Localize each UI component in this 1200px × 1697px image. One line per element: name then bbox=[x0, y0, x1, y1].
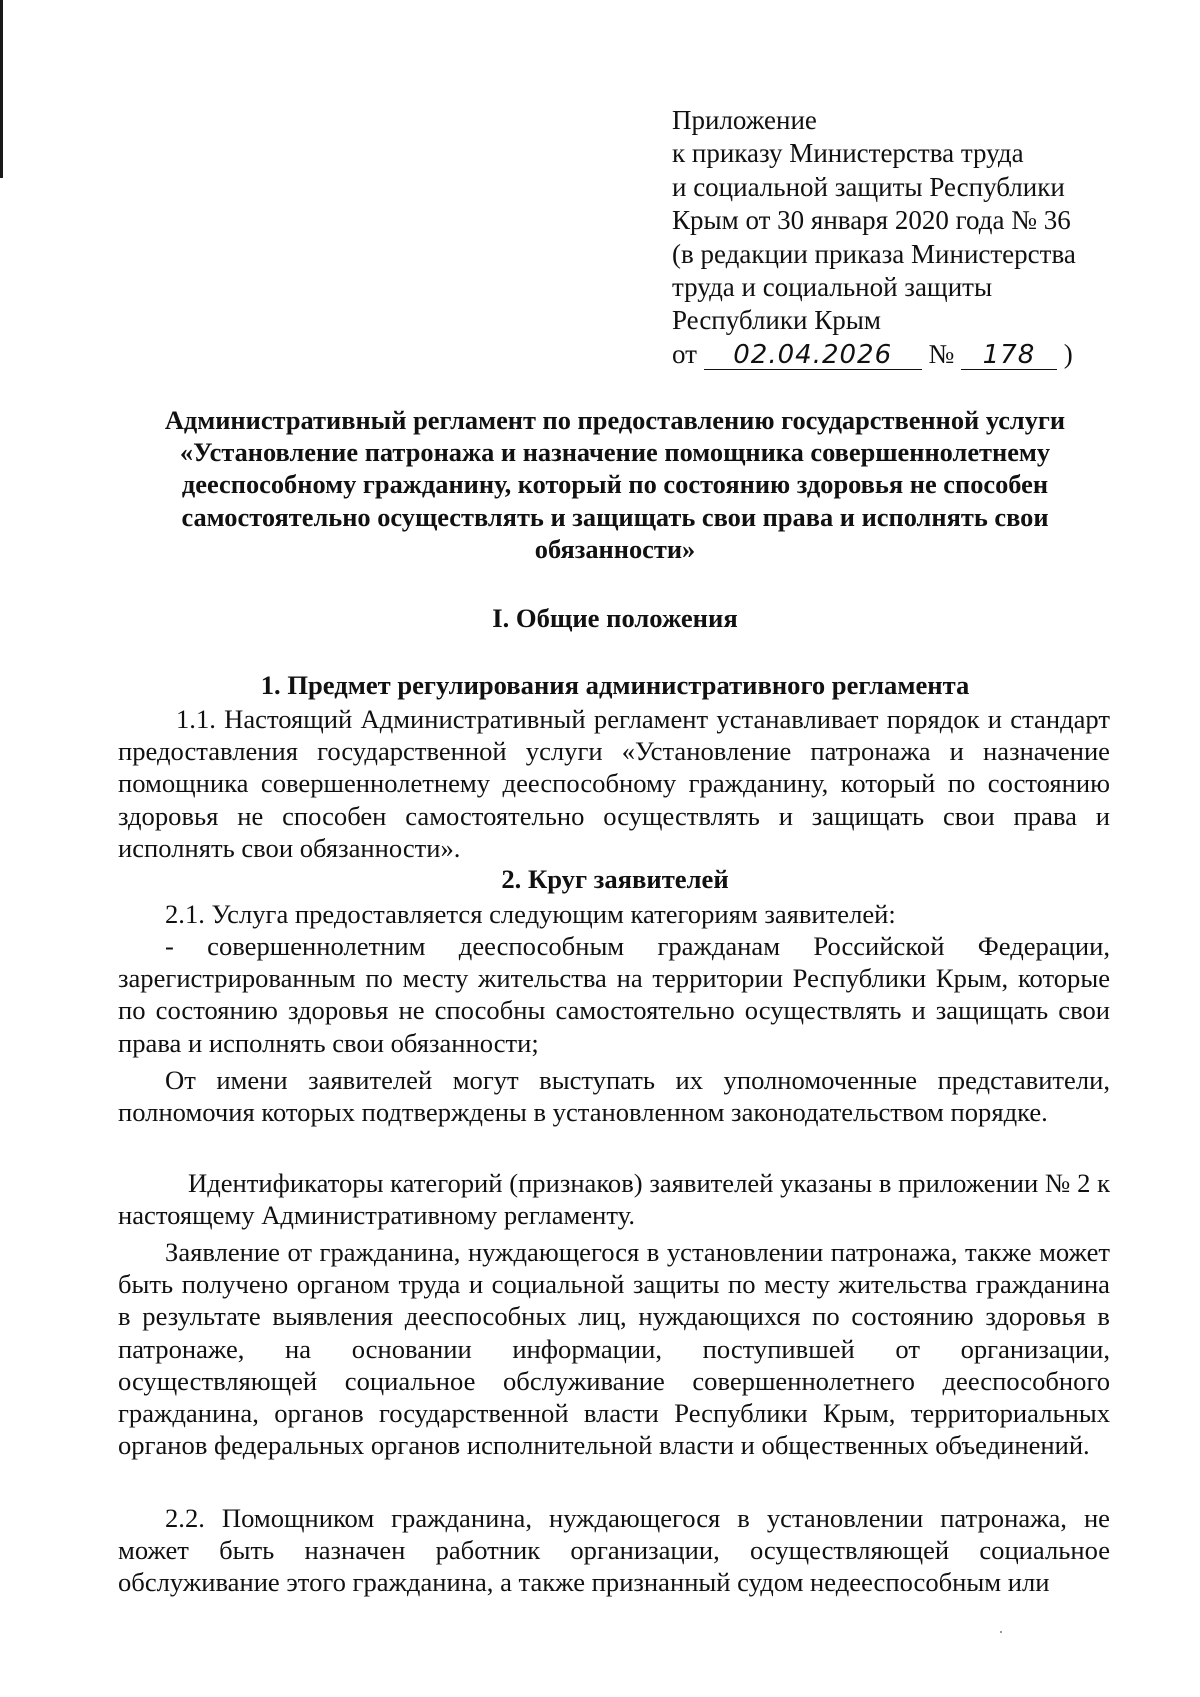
paragraph-representatives: От имени заявителей могут выступать их уполномоченные представители, полномочия которых подтверждены в установленном законодательством порядке. bbox=[118, 1065, 1110, 1128]
paragraph-1-1: 1.1. Настоящий Административный регламент устанавливает порядок и стандарт предоставления государственной услуги «Установление патронажа и назначение помощника совершеннолетнему дееспособному гражданину, который по состоянию здоровья не способен самостоятельно осуществлять и защищать свои права и исполнять свои обязанности». bbox=[118, 704, 1110, 863]
document-title: Административный регламент по предоставлению государственной услуги «Установление патронажа и назначение помощника совершеннолетнему дееспособному гражданину, который по состоянию здоровья не способен самостоятельно осуществлять и защищать свои права и исполнять свои обязанности» bbox=[164, 405, 1066, 564]
subsection-heading: 2. Круг заявителей bbox=[501, 864, 729, 894]
paragraph-2-2: 2.2. Помощником гражданина, нуждающегося в установлении патронажа, не может быть назначен работник организации, осуществляющей социальное обслуживание этого гражданина, а также признанный судом недееспособным или bbox=[118, 1503, 1110, 1598]
paragraph-2-1-item: - совершеннолетним дееспособным гражданам Российской Федерации, зарегистрированным по месту жительства на территории Республики Крым, которые по состоянию здоровья не способны самостоятельно осуществлять и защищать свои права и исполнять свои обязанности; bbox=[118, 931, 1110, 1058]
from-label: от bbox=[672, 338, 697, 369]
appendix-header bbox=[672, 104, 1102, 372]
number-label: № bbox=[928, 338, 955, 369]
appendix-line: труда и социальной защиты bbox=[672, 272, 993, 303]
order-date-line bbox=[672, 338, 1102, 372]
paragraph-application: Заявление от гражданина, нуждающегося в установлении патронажа, также может быть получено органом труда и социальной защиты по месту жительства гражданина в результате выявления дееспособных лиц, нуждающихся по состоянию здоровья в патронаже, на основании информации, поступившей от организации, осуществляющей социальное обслуживание совершеннолетнего дееспособного гражданина, органов государственной власти Республики Крым, территориальных органов федеральных органов исполнительной власти и общественных объединений. bbox=[118, 1237, 1110, 1461]
subsection-heading: 1. Предмет регулирования административного регламента bbox=[260, 670, 970, 700]
appendix-line: Республики Крым bbox=[672, 305, 881, 336]
appendix-line: к приказу Министерства труда bbox=[672, 138, 1024, 169]
closing-paren: ) bbox=[1063, 338, 1073, 369]
section-heading: I. Общие положения bbox=[492, 603, 738, 633]
handwritten-number: 178 bbox=[961, 341, 1057, 370]
paragraph-2-1: 2.1. Услуга предоставляется следующим категориям заявителей: bbox=[165, 899, 896, 929]
appendix-line: Приложение bbox=[672, 105, 817, 135]
scan-speck bbox=[1000, 1631, 1002, 1633]
handwritten-date: 02.04.2026 bbox=[704, 341, 922, 370]
paragraph-identifiers: Идентификаторы категорий (признаков) заявителей указаны в приложении № 2 к настоящему Административному регламенту. bbox=[118, 1168, 1110, 1231]
appendix-line: (в редакции приказа Министерства bbox=[672, 238, 1076, 269]
appendix-line: и социальной защиты Республики bbox=[672, 171, 1065, 202]
appendix-line: Крым от 30 января 2020 года № 36 bbox=[672, 205, 1071, 236]
margin-mark bbox=[0, 0, 3, 178]
